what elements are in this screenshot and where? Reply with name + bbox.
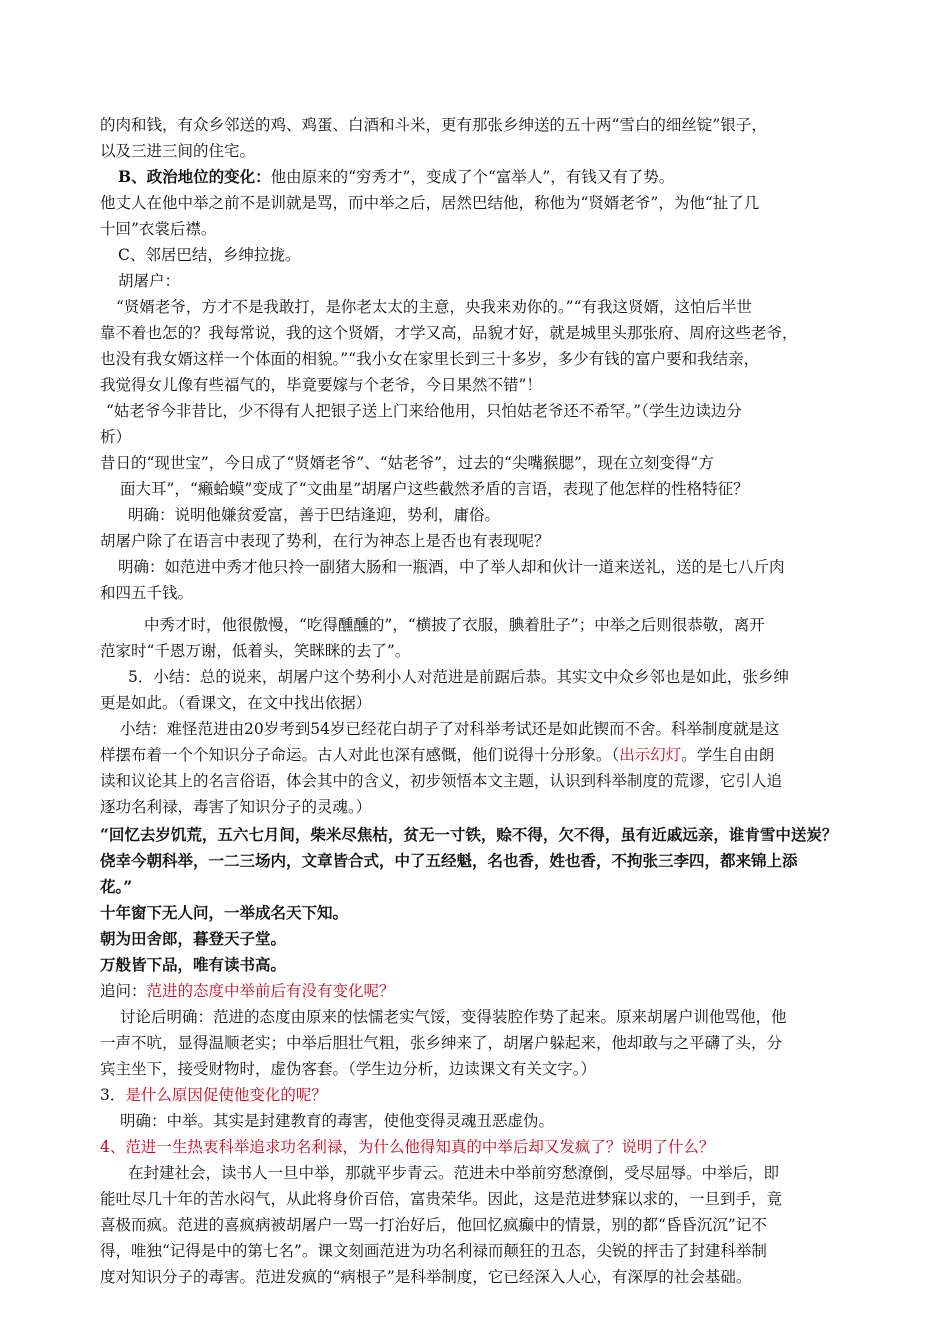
section-heading: B、政治地位的变化： xyxy=(118,167,271,186)
text-line: 以及三进三间的住宅。 xyxy=(100,142,256,160)
slide-cue: 出示幻灯 xyxy=(619,746,682,764)
quote-line: 侥幸今朝科举，一二三场内，文章皆合式，中了五经魁，名也香，姓也香，不拘张三李四，都来锦上添 xyxy=(100,851,798,870)
text-line: 胡屠户： xyxy=(118,272,181,290)
text-line: 喜极而疯。范进的喜疯病被胡屠户一骂一打治好后，他回忆疯癫中的情景，别的都“昏昏沉沉”记不 xyxy=(100,1216,767,1234)
text-line: 范家时“千恩万谢，低着头，笑眯眯的去了”。 xyxy=(100,642,411,660)
text-span: 他由原来的“穷秀才”，变成了个“富举人”，有钱又有了势。 xyxy=(270,168,675,186)
question-text: 4、范进一生热衷科举追求功名利禄，为什么他得知真的中举后却又发疯了？说明了什么？ xyxy=(100,1138,715,1156)
proverb-line: 朝为田舍郎，暮登天子堂。 xyxy=(100,929,287,948)
text-line xyxy=(100,1082,860,1108)
text-line: 中秀才时，他很傲慢，“吃得醺醺的”，“横披了衣服，腆着肚子”；中举之后则很恭敬，离开 xyxy=(144,616,765,634)
text-line: 5．小结：总的说来，胡屠户这个势利小人对范进是前踞后恭。其实文中众乡邻也是如此，张乡绅 xyxy=(128,668,789,686)
quote-line: 花。” xyxy=(100,877,133,896)
text-line xyxy=(100,978,860,1004)
text-span: 追问： xyxy=(100,982,147,1000)
text-line: “贤婿老爷，方才不是我敢打，是你老太太的主意，央我来劝你的。”“有我这贤婿，这怕后半世 xyxy=(116,298,753,316)
text-line: 和四五千钱。 xyxy=(100,584,194,602)
text-line: 能吐尽几十年的苦水闷气，从此将身价百倍，富贵荣华。因此，这是范进梦寐以求的，一旦到手，竟 xyxy=(100,1190,783,1208)
text-line: 的肉和钱，有众乡邻送的鸡、鸡蛋、白酒和斗米，更有那张乡绅送的五十两“雪白的细丝锭”银子， xyxy=(100,116,767,134)
text-line: 我觉得女儿像有些福气的，毕竟要嫁与个老爷，今日果然不错”！ xyxy=(100,376,542,394)
text-line: 昔日的“现世宝”，今日成了“贤婿老爷”、“姑老爷”，过去的“尖嘴猴腮”，现在立刻变得“方 xyxy=(100,454,714,472)
text-line: 面大耳”，“癞蛤蟆”变成了“文曲星”胡屠户这些截然矛盾的言语，表现了他怎样的性格特征？ xyxy=(120,480,749,498)
text-line: 小结：难怪范进由20岁考到54岁已经花白胡子了对科举考试还是如此锲而不舍。科举制度就是这 xyxy=(120,720,780,738)
proverb-line: 万般皆下品，唯有读书高。 xyxy=(100,955,287,974)
text-line: 靠不着也怎的？我每常说，我的这个贤婿，才学又高，品貌才好，就是城里头那张府、周府这些老爷， xyxy=(100,324,798,342)
text-line: 读和议论其上的名言俗语，体会其中的含义，初步领悟本文主题，认识到科举制度的荒谬，它引人追 xyxy=(100,772,783,790)
text-line: 一声不吭，显得温顺老实；中举后胆壮气粗，张乡绅来了，胡屠户躲起来，他却敢与之平礴了头，分 xyxy=(100,1034,783,1052)
text-line: 讨论后明确：范进的态度由原来的怯懦老实气馁，变得装腔作势了起来。原来胡屠户训他骂他，他 xyxy=(120,1008,787,1026)
text-line xyxy=(118,164,878,190)
text-line: 得，唯独“记得是中的第七名”。课文刻画范进为功名利禄而颠狂的丑态，尖锐的抨击了封建科举制 xyxy=(100,1242,767,1260)
text-span: 样摆布着一个个知识分子命运。古人对此也深有感慨，他们说得十分形象。（ xyxy=(100,746,620,764)
question-text: 范进的态度中举前后有没有变化呢？ xyxy=(146,982,395,1000)
text-line: 胡屠户除了在语言中表现了势利，在行为神态上是否也有表现呢？ xyxy=(100,532,550,550)
text-line: 度对知识分子的毒害。范进发疯的“病根子”是科举制度，它已经深入人心，有深厚的社会基础。 xyxy=(100,1268,752,1286)
text-line: 更是如此。（看课文，在文中找出依据） xyxy=(100,694,372,712)
text-line: 十回”衣裳后襟。 xyxy=(100,220,217,238)
text-line: 他丈人在他中举之前不是训就是骂，而中举之后，居然巴结他，称他为“贤婿老爷”，为他“扯了几 xyxy=(100,194,760,212)
text-line: 明确：中举。其实是封建教育的毒害，使他变得灵魂丑恶虚伪。 xyxy=(120,1112,555,1130)
text-line: 也没有我女婿这样一个体面的相貌。”“我小女在家里长到三十多岁，多少有钱的富户要和我结亲， xyxy=(100,350,760,368)
proverb-line: 十年窗下无人问，一举成名天下知。 xyxy=(100,903,349,922)
text-line xyxy=(100,742,860,768)
quote-line: “回忆去岁饥荒，五六七月间，柴米尽焦枯，贫无一寸铁，赊不得，欠不得，虽有近戚远亲，谁肯雪中送炭？ xyxy=(100,825,838,844)
text-line: 逐功名利禄，毒害了知识分子的灵魂。） xyxy=(100,798,372,816)
text-span: 。学生自由朗 xyxy=(681,746,775,764)
text-line: 明确：如范进中秀才他只拎一副猪大肠和一瓶酒，中了举人却和伙计一道来送礼，送的是七八斤肉 xyxy=(118,558,785,576)
text-line: 宾主坐下，接受财物时，虚伪客套。（学生边分析，边读课文有关文字。） xyxy=(100,1060,597,1078)
text-line: 析） xyxy=(100,428,132,446)
text-line: 明确：说明他嫌贫爱富，善于巴结逢迎，势利，庸俗。 xyxy=(128,506,501,524)
text-line: “姑老爷今非昔比，少不得有人把银子送上门来给他用，只怕姑老爷还不希罕。”（学生边读边分 xyxy=(106,402,742,420)
question-text: 是什么原因促使他变化的呢？ xyxy=(125,1086,327,1104)
text-span: 3． xyxy=(100,1086,126,1104)
text-line: C、邻居巴结，乡绅拉拢。 xyxy=(118,246,301,264)
text-line: 在封建社会，读书人一旦中举，那就平步青云。范进未中举前穷愁潦倒，受尽屈辱。中举后，即 xyxy=(128,1164,780,1182)
